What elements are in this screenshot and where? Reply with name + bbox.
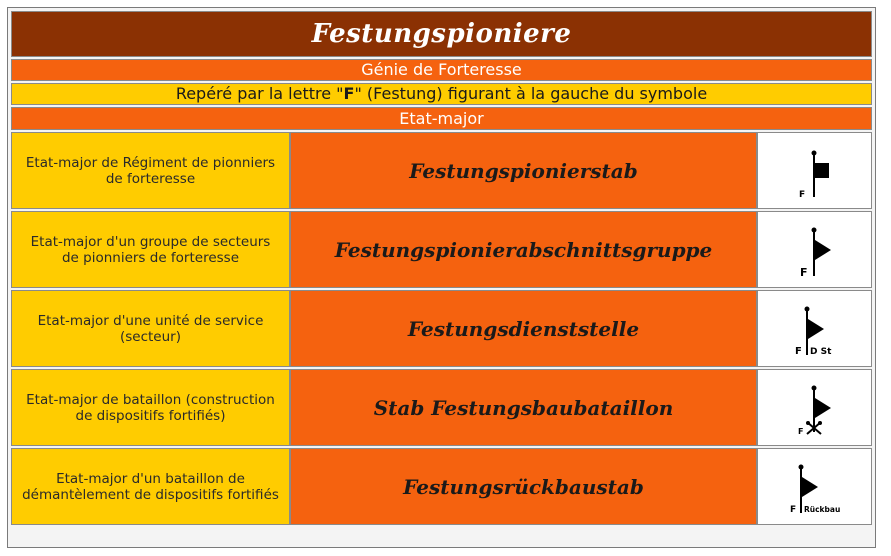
symbol-left-letter: F xyxy=(789,504,796,515)
german-designation: Festungsrückbaustab xyxy=(290,448,757,525)
marking-note xyxy=(11,83,872,105)
german-designation: Festungsdienststelle xyxy=(290,290,757,367)
symbol-left-letter: F xyxy=(794,345,802,357)
marking-letter: F xyxy=(343,84,355,103)
symbol-left-letter: F xyxy=(799,265,808,279)
table-row xyxy=(11,132,872,209)
pennant-flag-icon xyxy=(793,299,837,359)
tactical-symbol xyxy=(757,369,872,446)
table-row xyxy=(11,448,872,525)
french-description: Etat-major de bataillon (construction de dispositifs fortifiés) xyxy=(11,369,290,446)
french-description: Etat-major d'un groupe de secteurs de pionniers de forteresse xyxy=(11,211,290,288)
tactical-symbol xyxy=(757,290,872,367)
table-row xyxy=(11,369,872,446)
unit-table-frame xyxy=(7,7,876,548)
page-subtitle: Génie de Forteresse xyxy=(11,59,872,81)
units-table xyxy=(11,130,872,527)
symbol-left-letter: F xyxy=(797,426,803,436)
table-row xyxy=(11,211,872,288)
square-flag-icon xyxy=(795,141,835,201)
pennant-flag-icon xyxy=(787,457,843,517)
symbol-right-label: D St xyxy=(809,346,831,357)
marking-note-before: Repéré par la lettre " xyxy=(175,84,344,103)
tactical-symbol xyxy=(757,132,872,209)
table-row xyxy=(11,290,872,367)
tactical-symbol xyxy=(757,448,872,525)
french-description: Etat-major d'un bataillon de démantèlement de dispositifs fortifiés xyxy=(11,448,290,525)
french-description: Etat-major d'une unité de service (secteur) xyxy=(11,290,290,367)
symbol-left-letter: F xyxy=(798,189,805,200)
page-title: Festungspioniere xyxy=(11,11,872,57)
german-designation: Stab Festungsbaubataillon xyxy=(290,369,757,446)
tactical-symbol xyxy=(757,211,872,288)
german-designation: Festungspionierstab xyxy=(290,132,757,209)
symbol-right-label: Rückbau xyxy=(803,504,840,514)
pennant-flag-crossed-tools-icon xyxy=(795,378,835,438)
german-designation: Festungspionierabschnittsgruppe xyxy=(290,211,757,288)
pennant-flag-icon xyxy=(795,220,835,280)
section-heading: Etat-major xyxy=(11,107,872,130)
french-description: Etat-major de Régiment de pionniers de forteresse xyxy=(11,132,290,209)
marking-note-after: " (Festung) figurant à la gauche du symbole xyxy=(354,84,708,103)
